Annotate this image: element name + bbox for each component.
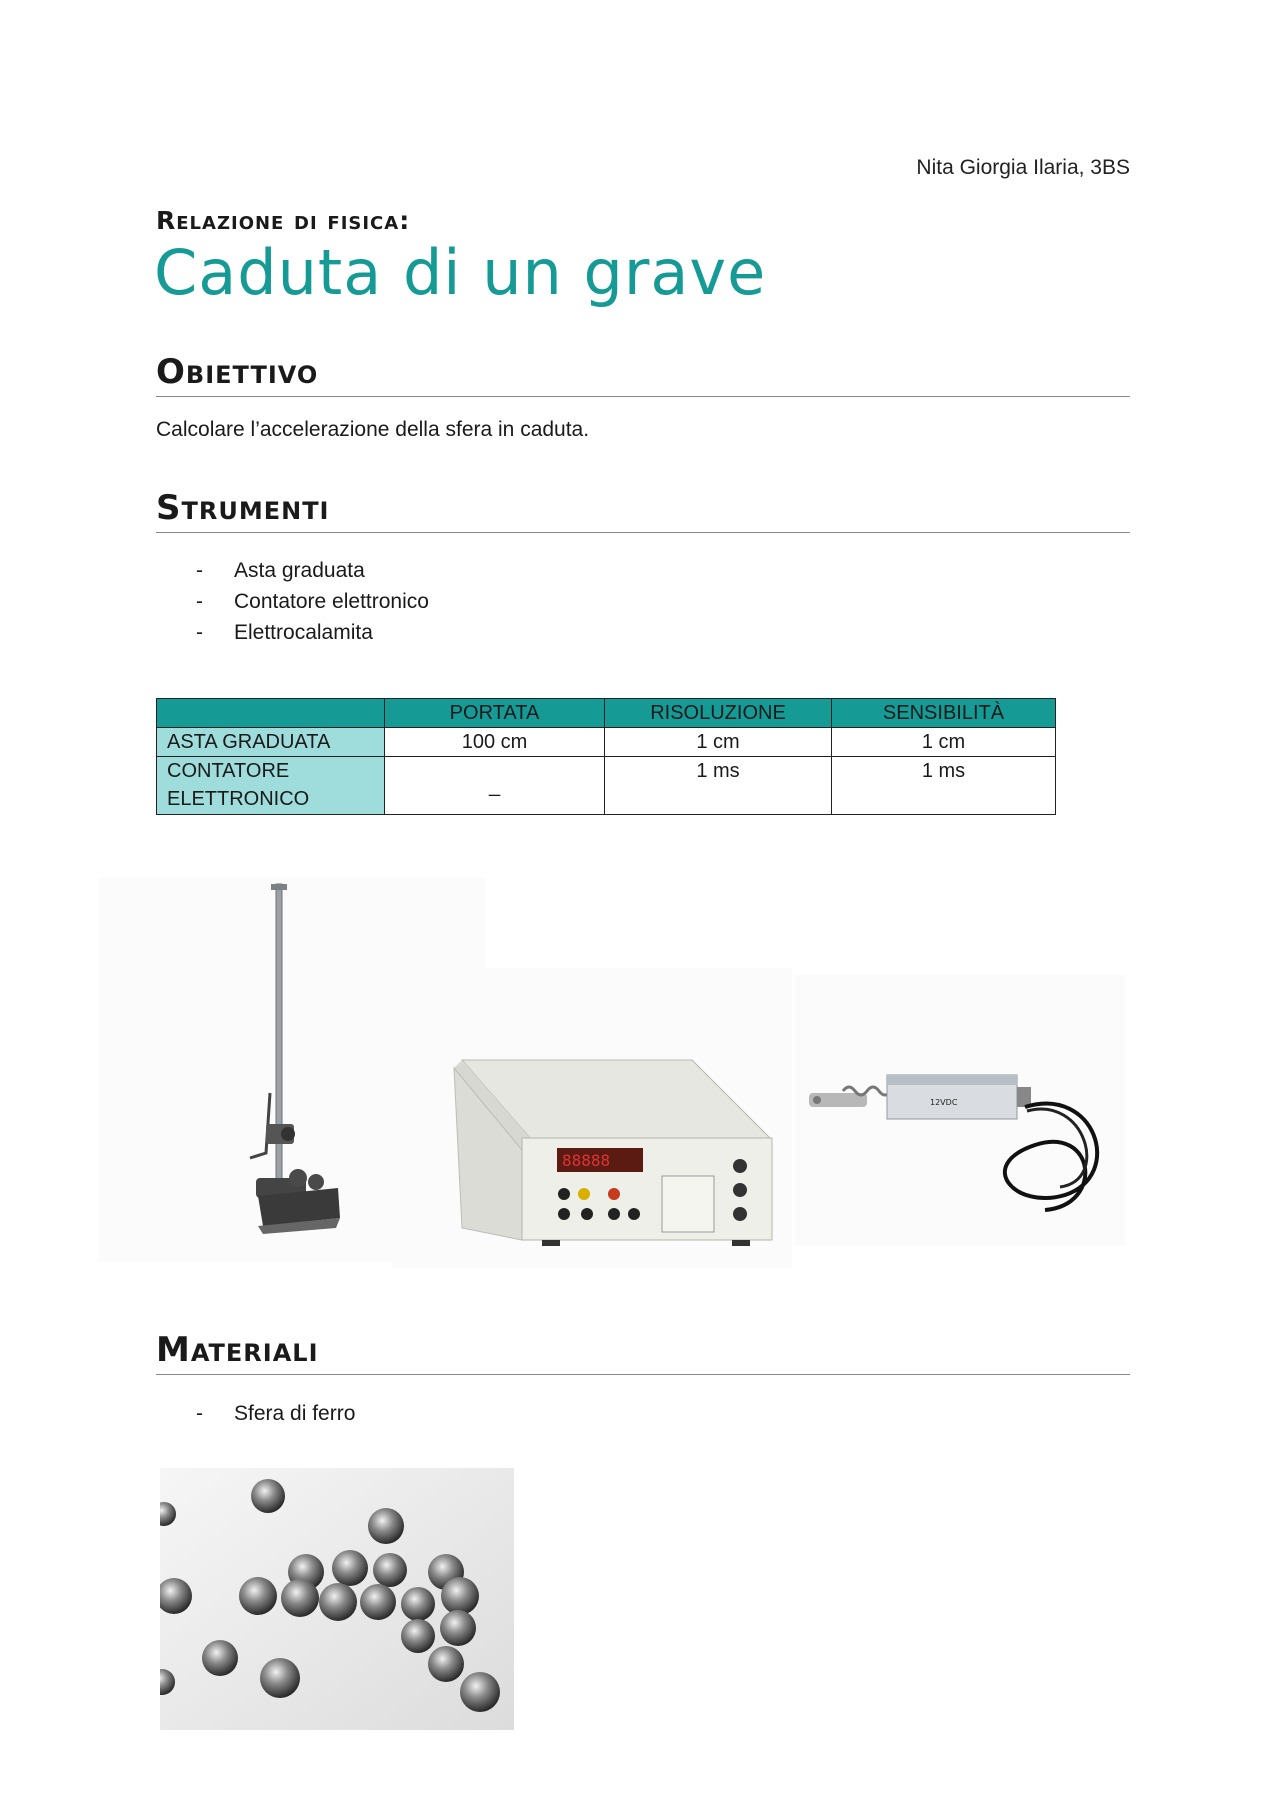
list-item (196, 555, 429, 586)
materiali-list (196, 1398, 355, 1429)
cell-sensibilita: 1 ms (832, 757, 1056, 815)
column-header-risoluzione: RISOLUZIONE (605, 699, 832, 728)
list-item (196, 586, 429, 617)
solenoid-label: 12VDC (930, 1098, 958, 1107)
section-heading-obiettivo: Obiettivo (156, 352, 1130, 397)
column-header-sensibilita: SENSIBILITÀ (832, 699, 1056, 728)
cell-sensibilita: 1 cm (832, 728, 1056, 757)
table-row (157, 757, 1056, 815)
cell-risoluzione: 1 ms (605, 757, 832, 815)
iron-spheres-image (160, 1468, 514, 1730)
list-item-label: Elettrocalamita (234, 621, 373, 644)
document-subtitle: Relazione di fisica: (156, 206, 411, 235)
list-item-label: Contatore elettronico (234, 590, 429, 613)
obiettivo-text: Calcolare l’accelerazione della sfera in caduta. (156, 418, 590, 441)
row-header-line: ELETTRONICO (167, 788, 310, 810)
table-header-row (157, 699, 1056, 728)
row-header: ASTA GRADUATA (157, 728, 385, 757)
section-heading-strumenti: Strumenti (156, 488, 1130, 533)
strumenti-list (196, 555, 429, 648)
cell-risoluzione: 1 cm (605, 728, 832, 757)
list-item-label: Sfera di ferro (234, 1402, 356, 1425)
table-corner-cell (157, 699, 385, 728)
electromagnet-image (795, 975, 1125, 1245)
column-header-portata: PORTATA (385, 699, 605, 728)
list-item (196, 1398, 355, 1429)
document-title: Caduta di un grave (154, 236, 767, 309)
cell-portata: _ (385, 757, 605, 815)
electronic-counter-image (392, 968, 792, 1268)
author-line: Nita Giorgia Ilaria, 3BS (916, 156, 1130, 179)
list-item-label: Asta graduata (234, 559, 365, 582)
table-row (157, 728, 1056, 757)
cell-portata: 100 cm (385, 728, 605, 757)
list-item (196, 617, 429, 648)
list-marker: - (196, 559, 203, 582)
list-marker: - (196, 590, 203, 613)
list-marker: - (196, 621, 203, 644)
svg-text:88888: 88888 (562, 1151, 611, 1170)
row-header (157, 757, 385, 815)
instruments-table (156, 698, 1056, 815)
list-marker: - (196, 1402, 203, 1425)
row-header-line: CONTATORE (167, 760, 290, 782)
section-heading-materiali: Materiali (156, 1330, 1130, 1375)
